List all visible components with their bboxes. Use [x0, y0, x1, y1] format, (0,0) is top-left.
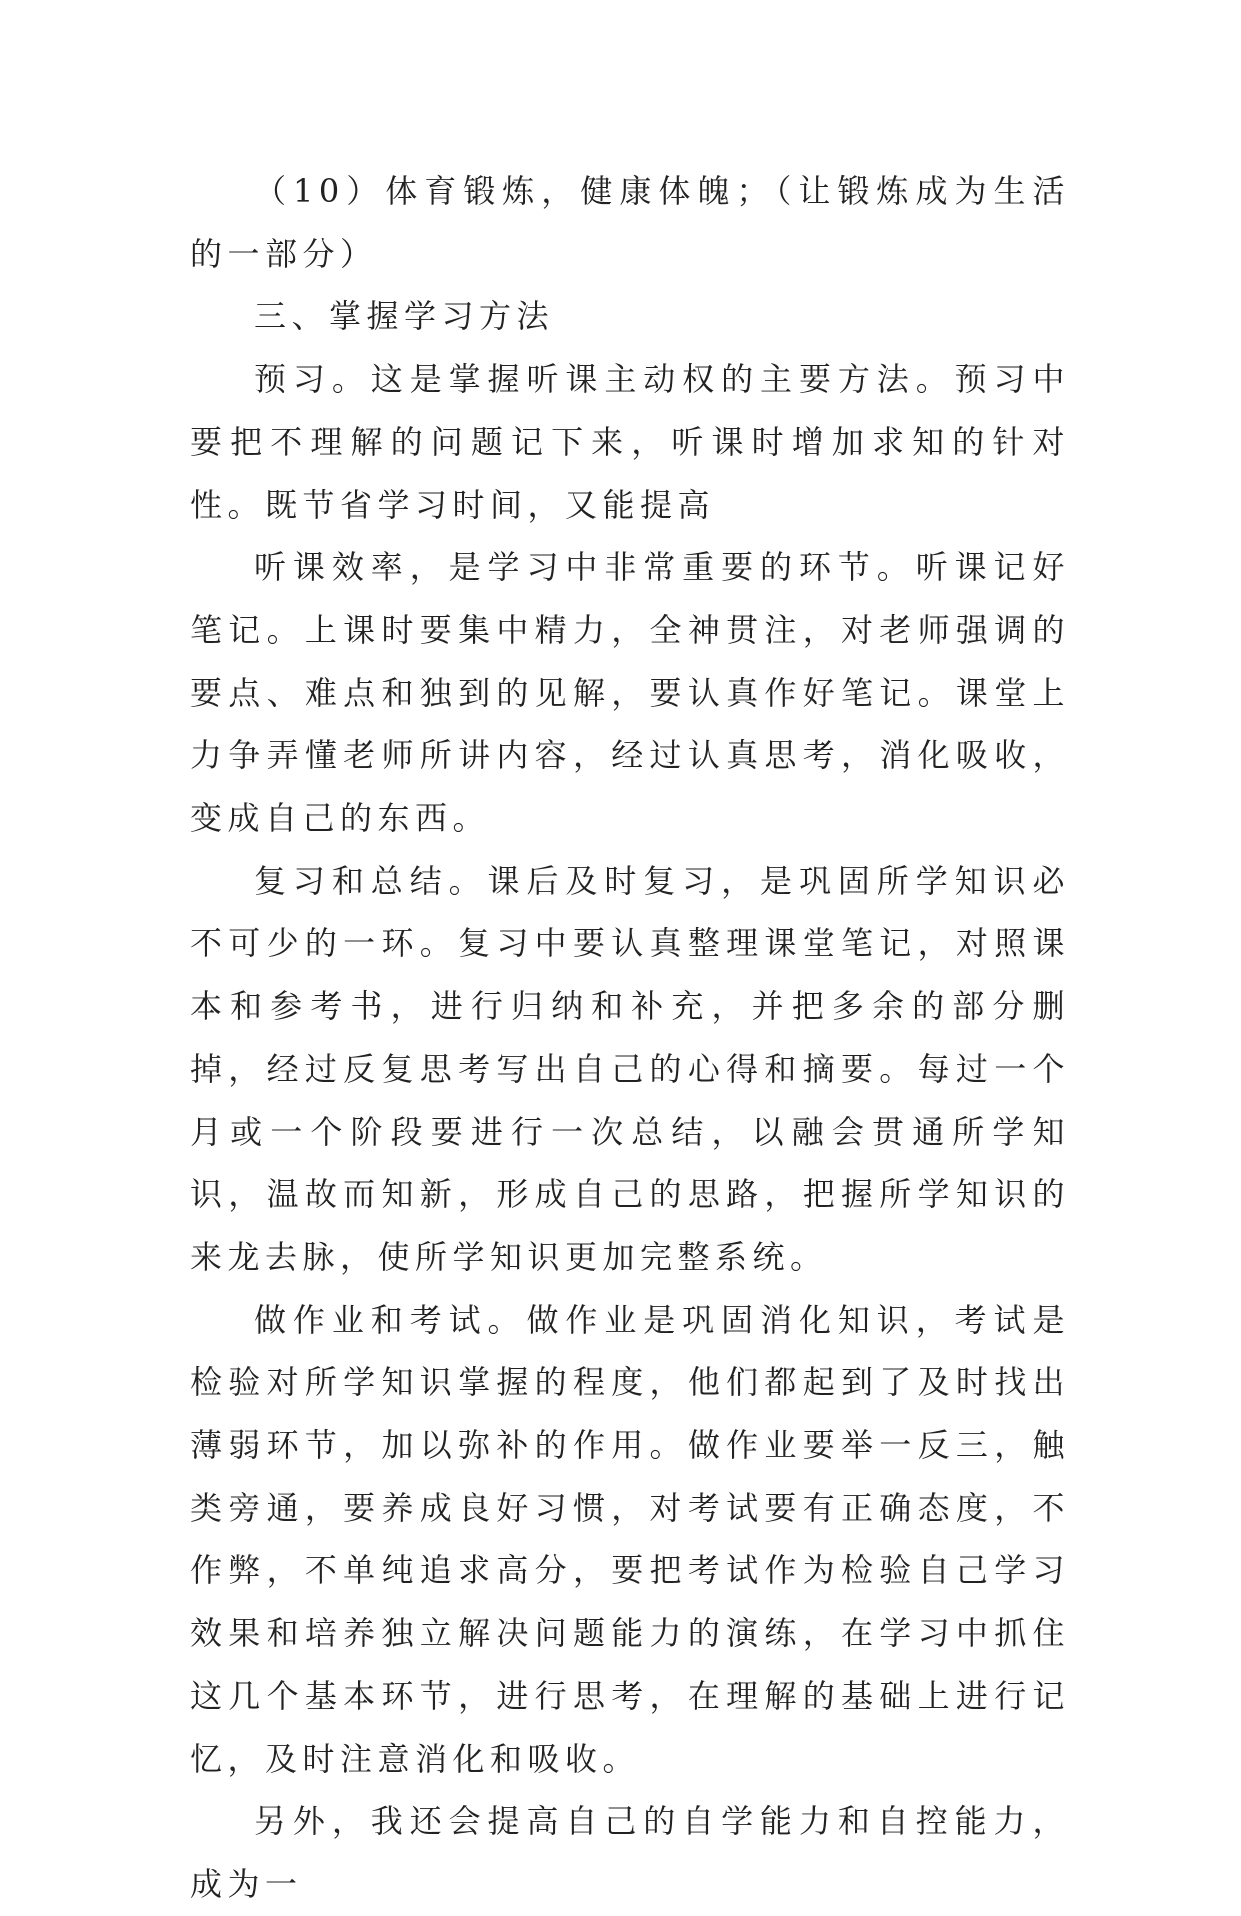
paragraph-listening: 听课效率，是学习中非常重要的环节。听课记好笔记。上课时要集中精力，全神贯注，对老师强调的要点、难点和独到的见解，要认真作好笔记。课堂上力争弄懂老师所讲内容，经过认真思考，消化吸收，变成自己的东西。 [190, 548, 1070, 838]
paragraph-preview: 预习。这是掌握听课主动权的主要方法。预习中要把不理解的问题记下来，听课时增加求知的针对性。既节省学习时间，又能提高 [190, 360, 1070, 524]
section-heading-learning-methods: 三、掌握学习方法 [254, 297, 555, 336]
paragraph-exercise-item: （10）体育锻炼，健康体魄；（让锻炼成为生活的一部分） [190, 172, 1070, 273]
paragraph-homework-exams: 做作业和考试。做作业是巩固消化知识，考试是检验对所学知识掌握的程度，他们都起到了及时找出薄弱环节，加以弥补的作用。做作业要举一反三，触类旁通，要养成良好习惯，对考试要有正确态度，不作弊，不单纯追求高分，要把考试作为检验自己学习效果和培养独立解决问题能力的演练，在学习中抓住这几个基本环节，进行思考，在理解的基础上进行记忆，及时注意消化和吸收。 [190, 1300, 1070, 1778]
body-text [190, 160, 1070, 1916]
paragraph-review: 复习和总结。课后及时复习，是巩固所学知识必不可少的一环。复习中要认真整理课堂笔记，对照课本和参考书，进行归纳和补充，并把多余的部分删掉，经过反复思考写出自己的心得和摘要。每过一个月或一个阶段要进行一次总结，以融会贯通所学知识，温故而知新，形成自己的思路，把握所学知识的来龙去脉，使所学知识更加完整系统。 [190, 861, 1070, 1276]
paragraph-self-study: 另外，我还会提高自己的自学能力和自控能力，成为一 [190, 1802, 1070, 1903]
